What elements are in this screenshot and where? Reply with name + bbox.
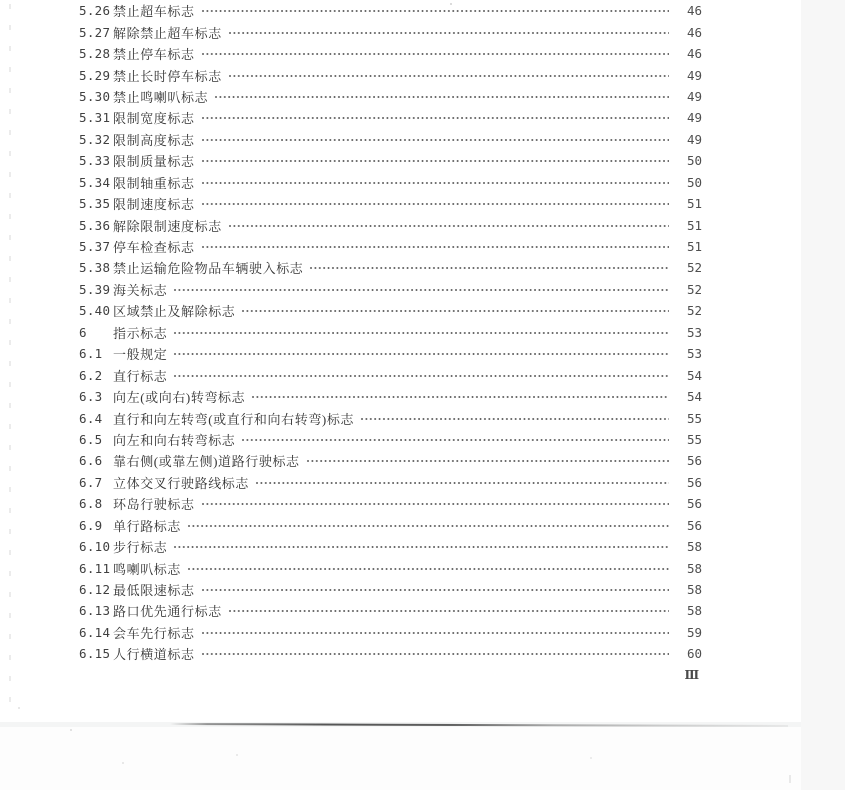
- next-page-sheet: [0, 727, 801, 790]
- toc-entry-number: 5.38: [79, 260, 111, 276]
- toc-entry-page-number: 50: [686, 174, 702, 190]
- toc-entry-page-number: 51: [686, 196, 702, 212]
- toc-entry-title: 限制轴重标志: [113, 175, 195, 191]
- toc-entry-page-number: 55: [686, 410, 702, 426]
- toc-entry-title: 限制速度标志: [113, 197, 195, 213]
- dot-leader: [201, 650, 669, 659]
- toc-entry-number: 6.1: [79, 346, 103, 362]
- toc-entry-page-number: 54: [686, 367, 702, 383]
- toc-entry-page-number: 58: [686, 582, 702, 598]
- toc-entry-page-number: 52: [686, 303, 702, 319]
- toc-entry-number: 5.34: [79, 174, 111, 190]
- toc-entry-number: 6.10: [79, 539, 111, 555]
- toc-row: [79, 407, 702, 428]
- dot-leader: [201, 157, 669, 166]
- toc-row: [79, 0, 702, 21]
- toc-row: [79, 150, 702, 171]
- toc-entry-number: 5.27: [79, 24, 111, 40]
- toc-row: [79, 236, 702, 257]
- toc-entry-number: 5.32: [79, 131, 111, 147]
- toc-entry-page-number: 49: [686, 88, 702, 104]
- toc-entry-title: 靠右侧(或靠左侧)道路行驶标志: [113, 454, 300, 470]
- dot-leader: [228, 72, 669, 81]
- toc-entry-page-number: 55: [686, 431, 702, 447]
- toc-row: [79, 557, 702, 578]
- dot-leader: [187, 522, 669, 531]
- dot-leader: [309, 264, 669, 273]
- toc-entry-number: 5.33: [79, 153, 111, 169]
- dot-leader: [173, 329, 669, 338]
- toc-entry-page-number: 51: [686, 239, 702, 255]
- dot-leader: [201, 136, 669, 145]
- toc-entry-title: 解除限制速度标志: [113, 218, 222, 234]
- toc-entry-number: 6.5: [79, 431, 103, 447]
- dot-leader: [201, 50, 669, 59]
- toc-entry-number: 5.29: [79, 67, 111, 83]
- scan-edge-artifact: [9, 4, 11, 718]
- dot-leader: [201, 7, 669, 16]
- toc-entry-number: 5.36: [79, 217, 111, 233]
- toc-entry-page-number: 49: [686, 110, 702, 126]
- toc-row: [79, 643, 702, 664]
- scan-speck: [590, 757, 592, 759]
- dot-leader: [187, 565, 669, 574]
- toc-row: [79, 64, 702, 85]
- dot-leader: [251, 393, 669, 402]
- toc-entry-title: 指示标志: [113, 325, 168, 341]
- toc-entry-title: 一般规定: [113, 347, 168, 363]
- toc-entry-title: 立体交叉行驶路线标志: [113, 475, 250, 491]
- dot-leader: [214, 93, 669, 102]
- toc-entry-page-number: 56: [686, 496, 702, 512]
- toc-row: [79, 493, 702, 514]
- toc-entry-page-number: 49: [686, 67, 702, 83]
- dot-leader: [241, 436, 669, 445]
- toc-row: [79, 429, 702, 450]
- toc-row: [79, 515, 702, 536]
- toc-entry-page-number: 60: [686, 646, 702, 662]
- toc-row: [79, 536, 702, 557]
- toc-entry-title: 单行路标志: [113, 518, 182, 534]
- toc-entry-title: 禁止运输危险物品车辆驶入标志: [113, 261, 304, 277]
- toc-entry-title: 区域禁止及解除标志: [113, 304, 236, 320]
- toc-entry-page-number: 58: [686, 560, 702, 576]
- toc-entry-title: 禁止超车标志: [113, 4, 195, 20]
- toc-entry-page-number: 46: [686, 24, 702, 40]
- toc-row: [79, 472, 702, 493]
- scan-background-band: [801, 0, 845, 790]
- toc-entry-number: 5.35: [79, 196, 111, 212]
- dot-leader: [201, 500, 669, 509]
- toc-entry-number: 5.28: [79, 46, 111, 62]
- dot-leader: [228, 29, 669, 38]
- toc-entry-title: 直行和向左转弯(或直行和向右转弯)标志: [113, 411, 355, 427]
- dot-leader: [201, 586, 669, 595]
- toc-row: [79, 214, 702, 235]
- toc-row: [79, 622, 702, 643]
- toc-entry-number: 5.40: [79, 303, 111, 319]
- dot-leader: [173, 372, 669, 381]
- toc-entry-page-number: 54: [686, 389, 702, 405]
- dot-leader: [201, 179, 669, 188]
- scan-speck: [18, 707, 20, 709]
- toc-entry-number: 6: [79, 324, 87, 340]
- toc-entry-title: 停车检查标志: [113, 240, 195, 256]
- toc-entry-number: 5.37: [79, 239, 111, 255]
- toc-row: [79, 364, 702, 385]
- toc-entry-title: 限制宽度标志: [113, 111, 195, 127]
- toc-entry-title: 鸣喇叭标志: [113, 561, 182, 577]
- toc-entry-number: 6.2: [79, 367, 103, 383]
- toc-entry-page-number: 52: [686, 260, 702, 276]
- toc-entry-number: 5.26: [79, 3, 111, 19]
- dot-leader: [173, 286, 669, 295]
- toc-row: [79, 21, 702, 42]
- dot-leader: [173, 350, 669, 359]
- toc-row: [79, 343, 702, 364]
- scan-speck: [70, 729, 72, 731]
- toc-entry-page-number: 56: [686, 474, 702, 490]
- dot-leader: [201, 243, 669, 252]
- page-folio-roman-numeral: Ⅲ: [684, 668, 700, 682]
- toc-entry-number: 6.15: [79, 646, 111, 662]
- dot-leader: [201, 629, 669, 638]
- toc-entry-title: 最低限速标志: [113, 583, 195, 599]
- toc-row: [79, 386, 702, 407]
- toc-entry-page-number: 56: [686, 453, 702, 469]
- toc-entry-title: 人行横道标志: [113, 647, 195, 663]
- toc-row: [79, 86, 702, 107]
- toc-row: [79, 600, 702, 621]
- toc-row: [79, 279, 702, 300]
- dot-leader: [360, 415, 669, 424]
- toc-row: [79, 43, 702, 64]
- toc-entry-number: 6.14: [79, 624, 111, 640]
- toc-row: [79, 107, 702, 128]
- toc-entry-title: 海关标志: [113, 282, 168, 298]
- toc-entry-page-number: 53: [686, 324, 702, 340]
- toc-row: [79, 300, 702, 321]
- dot-leader: [255, 479, 669, 488]
- toc-entry-title: 限制质量标志: [113, 154, 195, 170]
- toc-entry-number: 6.12: [79, 582, 111, 598]
- toc-entry-title: 路口优先通行标志: [113, 604, 222, 620]
- toc-entry-page-number: 52: [686, 281, 702, 297]
- toc-entry-title: 禁止长时停车标志: [113, 68, 222, 84]
- scan-speck: [789, 775, 791, 783]
- toc-row: [79, 579, 702, 600]
- toc-entry-page-number: 46: [686, 46, 702, 62]
- toc-row: [79, 172, 702, 193]
- toc-entry-page-number: 53: [686, 346, 702, 362]
- toc-entry-title: 禁止停车标志: [113, 47, 195, 63]
- toc-entry-page-number: 49: [686, 131, 702, 147]
- toc-entry-page-number: 51: [686, 217, 702, 233]
- toc-entry-title: 向左和向右转弯标志: [113, 432, 236, 448]
- scan-speck: [122, 762, 124, 764]
- toc-row: [79, 257, 702, 278]
- toc-entry-number: 6.7: [79, 474, 103, 490]
- toc-entry-title: 会车先行标志: [113, 625, 195, 641]
- table-of-contents-list: [79, 0, 702, 665]
- toc-entry-number: 6.6: [79, 453, 103, 469]
- toc-row: [79, 322, 702, 343]
- toc-entry-number: 6.9: [79, 517, 103, 533]
- dot-leader: [306, 457, 669, 466]
- scan-speck: [236, 754, 238, 756]
- toc-entry-number: 6.13: [79, 603, 111, 619]
- toc-entry-title: 环岛行驶标志: [113, 497, 195, 513]
- toc-row: [79, 450, 702, 471]
- toc-entry-title: 限制高度标志: [113, 132, 195, 148]
- toc-entry-number: 6.3: [79, 389, 103, 405]
- toc-entry-page-number: 50: [686, 153, 702, 169]
- dot-leader: [228, 607, 669, 616]
- toc-entry-title: 直行标志: [113, 368, 168, 384]
- dot-leader: [201, 200, 669, 209]
- toc-entry-number: 5.39: [79, 281, 111, 297]
- toc-entry-number: 6.8: [79, 496, 103, 512]
- toc-entry-page-number: 56: [686, 517, 702, 533]
- toc-entry-page-number: 58: [686, 539, 702, 555]
- toc-entry-number: 5.30: [79, 88, 111, 104]
- dot-leader: [201, 114, 669, 123]
- toc-entry-number: 6.4: [79, 410, 103, 426]
- toc-entry-title: 解除禁止超车标志: [113, 25, 222, 41]
- dot-leader: [241, 307, 669, 316]
- toc-entry-title: 禁止鸣喇叭标志: [113, 89, 209, 105]
- dot-leader: [173, 543, 669, 552]
- toc-entry-title: 步行标志: [113, 540, 168, 556]
- toc-row: [79, 193, 702, 214]
- toc-entry-page-number: 58: [686, 603, 702, 619]
- toc-entry-number: 5.31: [79, 110, 111, 126]
- toc-row: [79, 129, 702, 150]
- toc-entry-number: 6.11: [79, 560, 111, 576]
- dot-leader: [228, 222, 669, 231]
- toc-entry-page-number: 59: [686, 624, 702, 640]
- toc-entry-title: 向左(或向右)转弯标志: [113, 390, 246, 406]
- toc-entry-page-number: 46: [686, 3, 702, 19]
